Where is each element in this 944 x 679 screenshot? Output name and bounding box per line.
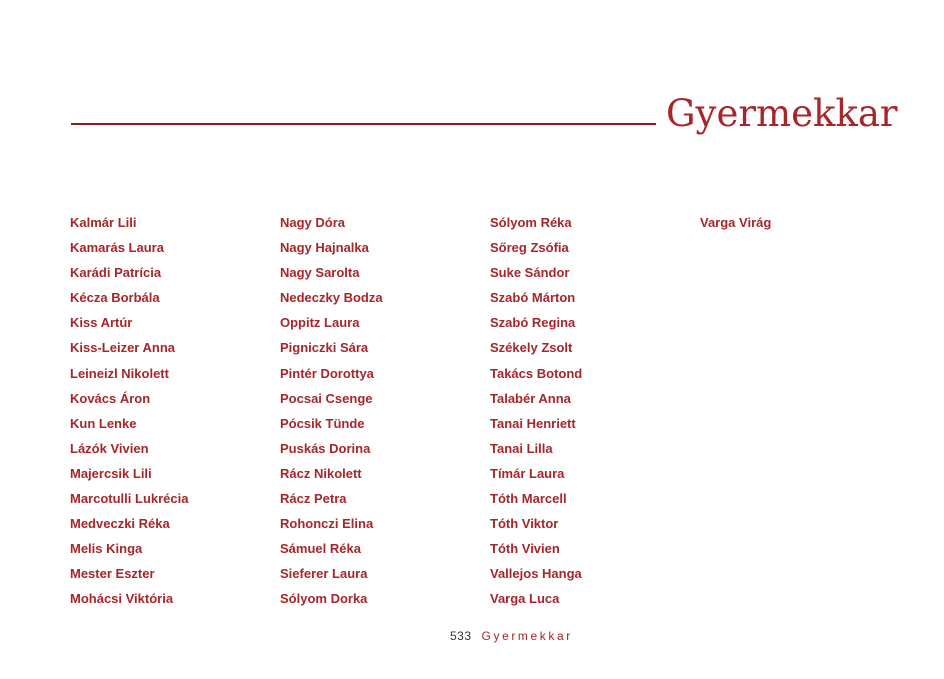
list-item: Pintér Dorottya xyxy=(280,365,374,381)
list-item: Varga Virág xyxy=(700,215,772,230)
list-item: Sólyom Réka xyxy=(490,215,572,230)
list-item: Sólyom Dorka xyxy=(280,591,368,607)
list-item: Rácz Petra xyxy=(280,491,347,507)
list-item: Suke Sándor xyxy=(490,265,570,281)
title-rule xyxy=(71,123,656,125)
page-footer xyxy=(450,628,573,644)
list-item: Szabó Regina xyxy=(490,315,576,331)
list-item: Pócsik Tünde xyxy=(280,415,365,431)
list-item: Kécza Borbála xyxy=(70,290,160,306)
list-item: Varga Luca xyxy=(490,591,560,607)
list-item: Vallejos Hanga xyxy=(490,566,582,582)
name-column-2 xyxy=(280,214,383,616)
list-item: Rohonczi Elina xyxy=(280,516,374,532)
list-item: Tóth Vivien xyxy=(490,541,560,557)
list-item: Mohácsi Viktória xyxy=(70,591,174,607)
list-item: Kamarás Laura xyxy=(70,240,164,256)
list-item: Puskás Dorina xyxy=(280,440,371,456)
list-item: Tímár Laura xyxy=(490,465,565,481)
list-item: Nagy Hajnalka xyxy=(280,240,369,256)
list-item: Mester Eszter xyxy=(70,566,155,582)
list-item: Kiss Artúr xyxy=(70,315,133,331)
running-head: Gyermekkar xyxy=(481,629,573,643)
list-item: Tanai Lilla xyxy=(490,440,553,456)
name-column-1 xyxy=(70,214,188,616)
list-item: Medveczki Réka xyxy=(70,516,170,532)
page-title: Gyermekkar xyxy=(666,92,898,135)
list-item: Tóth Viktor xyxy=(490,516,559,532)
list-item: Oppitz Laura xyxy=(280,315,360,331)
list-item: Pigniczki Sára xyxy=(280,340,369,356)
list-item: Tanai Henriett xyxy=(490,415,576,431)
name-column-3 xyxy=(490,214,582,616)
list-item: Kun Lenke xyxy=(70,415,137,431)
list-item: Marcotulli Lukrécia xyxy=(70,491,189,507)
list-item: Rácz Nikolett xyxy=(280,465,362,481)
list-item: Sámuel Réka xyxy=(280,541,361,557)
list-item: Kalmár Lili xyxy=(70,215,137,230)
list-item: Kovács Áron xyxy=(70,390,151,406)
list-item: Székely Zsolt xyxy=(490,340,573,356)
list-item: Szabó Márton xyxy=(490,290,576,306)
page-number: 533 xyxy=(450,629,472,643)
list-item: Nedeczky Bodza xyxy=(280,290,383,306)
list-item: Karádi Patrícia xyxy=(70,265,162,281)
list-item: Melis Kinga xyxy=(70,541,143,557)
list-item: Takács Botond xyxy=(490,365,583,381)
list-item: Majercsik Lili xyxy=(70,465,152,481)
list-item: Sieferer Laura xyxy=(280,566,368,582)
list-item: Lázók Vivien xyxy=(70,440,149,456)
list-item: Talabér Anna xyxy=(490,390,571,406)
list-item: Leineizl Nikolett xyxy=(70,365,169,381)
list-item: Pocsai Csenge xyxy=(280,390,373,406)
name-column-4 xyxy=(700,214,771,239)
list-item: Nagy Dóra xyxy=(280,215,346,230)
list-item: Kiss-Leizer Anna xyxy=(70,340,175,356)
list-item: Nagy Sarolta xyxy=(280,265,360,281)
list-item: Sőreg Zsófia xyxy=(490,240,569,256)
list-item: Tóth Marcell xyxy=(490,491,567,507)
